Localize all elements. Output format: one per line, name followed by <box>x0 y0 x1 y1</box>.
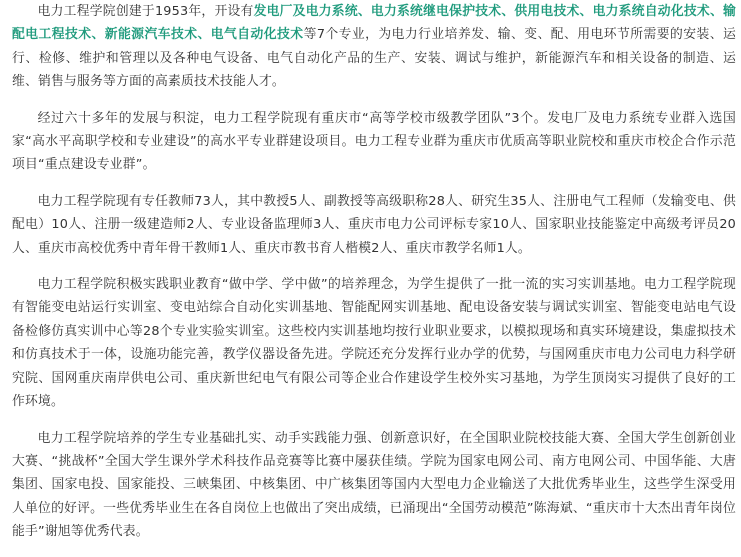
paragraph-intro <box>12 0 736 94</box>
article-body <box>12 0 736 557</box>
intro-text-tail: 等7个专业，为电力行业培养发、输、变、配、用电环节所需要的安装、运行、检修、维护和管理以及各种电气设备、电气自动化产品的生产、安装、调试与维护，新能源汽车和相关设备的制造、运维、销售与服务等方面的高素质技术技能人才。 <box>12 27 736 90</box>
intro-text-lead: 电力工程学院创建于1953年，开设有 <box>37 4 254 19</box>
paragraph-graduates: 电力工程学院培养的学生专业基础扎实、动手实践能力强、创新意识好，在全国职业院校技能大赛、全国大学生创新创业大赛、“挑战杯”全国大学生课外学术科技作品竞赛等比赛中屡获佳绩。学院为国家电网公司、南方电网公司、中国华能、大唐集团、国家电投、国家能投、三峡集团、中核集团、中广核集团等国内大型电力企业输送了大批优秀毕业生，这些学生深受用人单位的好评。一些优秀毕业生在各自岗位上也做出了突出成绩，已涌现出“全国劳动模范”陈海斌、“重庆市十大杰出青年岗位能手”谢旭等优秀代表。 <box>12 430 736 540</box>
paragraph-training-bases: 电力工程学院积极实践职业教育“做中学、学中做”的培养理念，为学生提供了一批一流的实习实训基地。电力工程学院现有智能变电站运行实训室、变电站综合自动化实训基地、智能配网实训基地、配电设备安装与调试实训室、智能变电站电气设备检修仿真实训中心等28个专业实验实训室。这些校内实训基地均按行业职业要求，以模拟现场和真实环境建设，集虚拟技术和仿真技术于一体，设施功能完善，教学仪器设备先进。学院还充分发挥行业办学的优势，与国网重庆市电力公司电力科学研究院、国网重庆南岸供电公司、重庆新世纪电气有限公司等企业合作建设学生校外实习基地，为学生顶岗实习提供了良好的工作环境。 <box>12 277 736 410</box>
paragraph-faculty: 电力工程学院现有专任教师73人，其中教授5人、副教授等高级职称28人、研究生35人、注册电气工程师（发输变电、供配电）10人、注册一级建造师2人、专业设备监理师3人、重庆市电力公司评标专家10人、国家职业技能鉴定中高级考评员20人、重庆市高校优秀中青年骨干教师1人、重庆市教书育人楷模2人、重庆市教学名师1人。 <box>12 193 736 256</box>
majors-highlight: 发电厂及电力系统、电力系统继电保护技术、供用电技术、电力系统自动化技术、输配电工程技术、新能源汽车技术、电气自动化技术 <box>12 4 736 43</box>
paragraph-development: 经过六十多年的发展与积淀，电力工程学院现有重庆市“高等学校市级教学团队”3个。发电厂及电力系统专业群入选国家“高水平高职学校和专业建设”的高水平专业群建设项目。电力工程专业群为重庆市优质高等职业院校和重庆市校企合作示范项目“重点建设专业群”。 <box>12 110 736 173</box>
